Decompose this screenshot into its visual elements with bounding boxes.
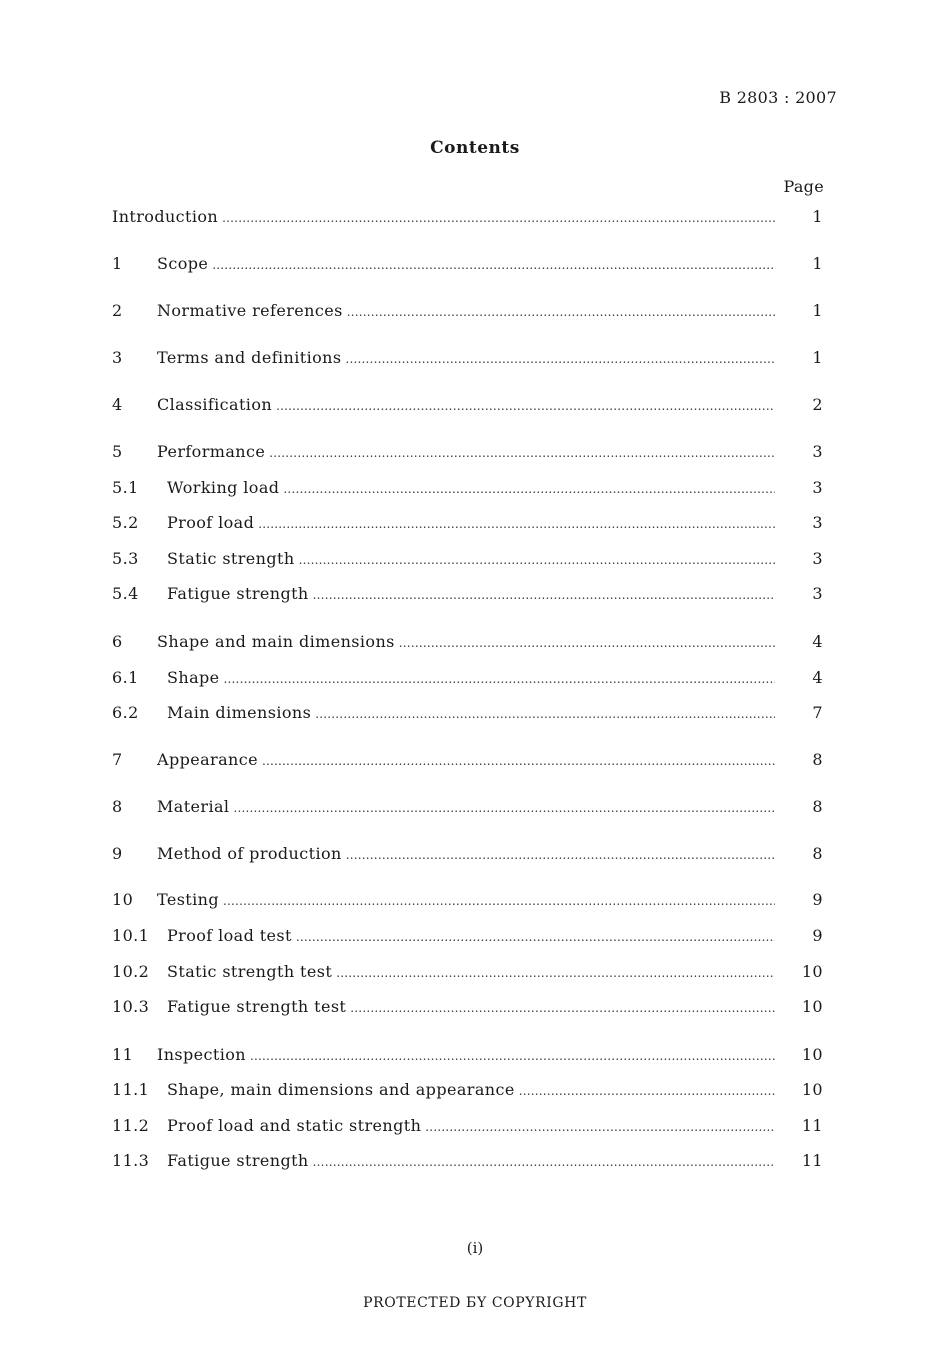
toc-entry-label: Performance [157,442,266,461]
toc-entry[interactable] [112,393,823,417]
toc-entry[interactable] [112,960,823,984]
toc-entry-label: Normative references [157,301,343,320]
toc-entry-page: 1 [812,254,823,273]
toc-entry-number: 10.3 [112,997,150,1016]
toc-entry-page: 4 [812,632,823,651]
toc-entry-label: Shape, main dimensions and appearance [167,1080,515,1099]
toc-entry[interactable] [112,630,823,654]
toc-entry-label: Scope [157,254,209,273]
dot-leader [258,512,775,536]
toc-entry-page: 4 [812,668,823,687]
toc-entry[interactable] [112,666,823,690]
dot-leader [345,347,775,371]
dot-leader [212,253,775,277]
toc-entry-number: 11 [112,1045,134,1064]
toc-entry-number: 7 [112,750,123,769]
dot-leader [425,1115,775,1139]
toc-entry-number: 6.1 [112,668,139,687]
toc-entry-number: 5.2 [112,513,139,532]
dot-leader [224,667,775,691]
copyright-notice: PROTECTED БY COPYRIGHT [363,1295,587,1311]
toc-entry[interactable] [112,205,823,229]
toc-entry-page: 8 [812,750,823,769]
toc-entry-number: 5.3 [112,549,139,568]
toc-entry-page: 2 [812,395,823,414]
toc-entry-number: 2 [112,301,123,320]
toc-entry-number: 3 [112,348,123,367]
toc-entry[interactable] [112,511,823,535]
toc-entry[interactable] [112,995,823,1019]
toc-entry-number: 10.1 [112,926,150,945]
toc-entry-page: 3 [812,478,823,497]
toc-entry[interactable] [112,582,823,606]
toc-entry-number: 4 [112,395,123,414]
toc-entry[interactable] [112,701,823,725]
toc-entry-label: Shape and main dimensions [157,632,395,651]
toc-entry-page: 1 [812,207,823,226]
dot-leader [296,925,775,949]
toc-entry-label: Fatigue strength [167,1151,309,1170]
toc-entry-label: Appearance [157,750,258,769]
toc-entry-page: 1 [812,301,823,320]
toc-entry-number: 11.3 [112,1151,150,1170]
toc-entry-label: Testing [157,890,220,909]
toc-entry[interactable] [112,346,823,370]
toc-entry-label: Static strength test [167,962,333,981]
toc-entry-page: 11 [801,1151,823,1170]
toc-entry-number: 6.2 [112,703,139,722]
toc-entry[interactable] [112,476,823,500]
toc-entry-page: 8 [812,797,823,816]
dot-leader [223,889,775,913]
toc-entry-label: Proof load [167,513,255,532]
toc-entry-number: 10 [112,890,134,909]
toc-entry[interactable] [112,547,823,571]
toc-entry-number: 5.4 [112,584,139,603]
toc-entry[interactable] [112,1149,823,1173]
toc-entry-number: 5.1 [112,478,139,497]
toc-entry-label: Inspection [157,1045,246,1064]
toc-entry-label: Fatigue strength test [167,997,347,1016]
toc-entry-page: 9 [812,890,823,909]
toc-entry-page: 7 [812,703,823,722]
dot-leader [519,1079,775,1103]
dot-leader [233,796,775,820]
document-id: B 2803 : 2007 [719,88,837,107]
toc-entry[interactable] [112,748,823,772]
toc-entry-page: 8 [812,844,823,863]
dot-leader [347,300,775,324]
toc-entry-number: 9 [112,844,123,863]
toc-entry-number: 11.2 [112,1116,150,1135]
dot-leader [283,477,775,501]
dot-leader [276,394,775,418]
dot-leader [346,843,775,867]
toc-entry-page: 3 [812,442,823,461]
dot-leader [250,1044,775,1068]
page-title: Contents [430,138,520,158]
dot-leader [350,996,775,1020]
dot-leader [222,206,775,230]
toc-entry-page: 10 [801,1080,823,1099]
toc-entry[interactable] [112,440,823,464]
toc-entry-label: Introduction [112,207,219,226]
toc-entry-number: 10.2 [112,962,150,981]
toc-entry-page: 10 [801,1045,823,1064]
toc-entry[interactable] [112,795,823,819]
dot-leader [336,961,775,985]
toc-entry-number: 11.1 [112,1080,150,1099]
toc-entry-page: 3 [812,549,823,568]
toc-entry-page: 1 [812,348,823,367]
toc-entry-label: Proof load test [167,926,292,945]
dot-leader [299,548,775,572]
dot-leader [313,583,775,607]
toc-entry-label: Fatigue strength [167,584,309,603]
toc-entry-label: Terms and definitions [157,348,342,367]
toc-entry[interactable] [112,924,823,948]
dot-leader [399,631,775,655]
toc-entry-label: Main dimensions [167,703,312,722]
toc-entry-label: Working load [167,478,280,497]
toc-entry-label: Classification [157,395,273,414]
toc-entry-page: 10 [801,997,823,1016]
dot-leader [269,441,775,465]
dot-leader [315,702,775,726]
toc-entry-label: Static strength [167,549,295,568]
toc-entry-number: 8 [112,797,123,816]
toc-entry[interactable] [112,1114,823,1138]
toc-entry-number: 5 [112,442,123,461]
toc-entry-page: 11 [801,1116,823,1135]
page-column-label: Page [783,177,824,196]
toc-entry-number: 6 [112,632,123,651]
toc-entry-label: Shape [167,668,220,687]
footer-page-number: (i) [466,1239,484,1257]
toc-entry-label: Method of production [157,844,342,863]
toc-entry[interactable] [112,1078,823,1102]
toc-entry[interactable] [112,1043,823,1067]
toc-entry-page: 3 [812,513,823,532]
toc-entry[interactable] [112,252,823,276]
toc-entry-page: 9 [812,926,823,945]
toc-entry-page: 3 [812,584,823,603]
dot-leader [313,1150,775,1174]
toc-entry-number: 1 [112,254,123,273]
toc-entry-label: Proof load and static strength [167,1116,422,1135]
toc-entry[interactable] [112,888,823,912]
toc-entry-label: Material [157,797,230,816]
toc-entry[interactable] [112,842,823,866]
dot-leader [262,749,775,773]
toc-entry[interactable] [112,299,823,323]
toc-entry-page: 10 [801,962,823,981]
